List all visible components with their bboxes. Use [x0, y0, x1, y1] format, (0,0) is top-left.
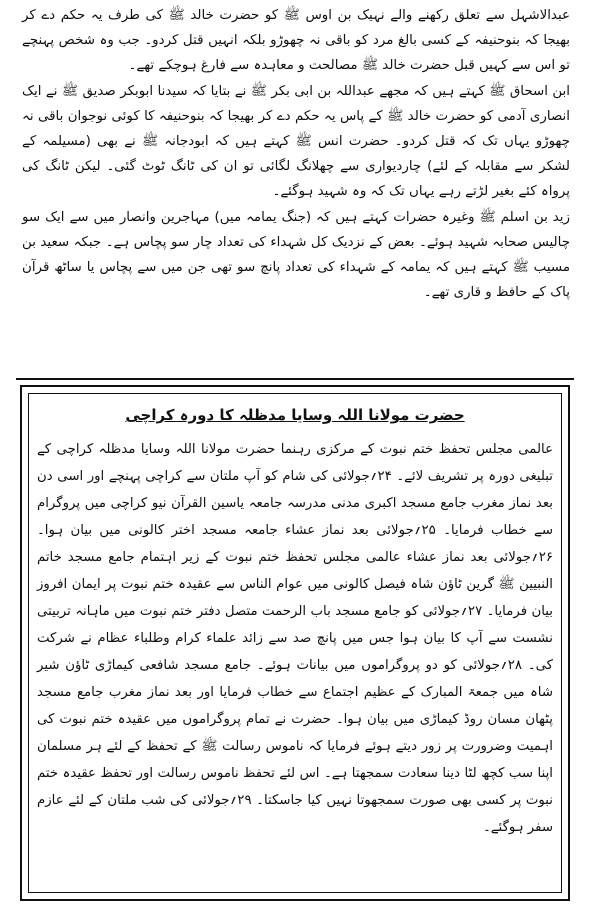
- article-text: [22, 3, 570, 306]
- news-box: [20, 385, 570, 901]
- paragraph: ابن اسحاق ﷺ کہتے ہیں کہ مجھے عبداللہ بن ابی بکر ﷺ نے بتایا کہ سیدنا ابوبکر صدیق ﷺ نے ایک انصاری آدمی کو حضرت خالد ﷺ کے پاس یہ حکم دے کر بھیجا کہ بنوحنیفہ کا کوئی نوجوان باقی نہ چھوڑو یہاں تک کہ قتل کردو۔ حضرت انس ﷺ کہتے ہیں کہ ابودجانہ ﷺ نے بھی (مسیلمہ کے لشکر سے مقابلہ کے لئے) چاردیواری سے چھلانگ لگائی تو ان کی ٹانگ ٹوٹ گئی۔ لیکن ٹانگ کی پرواہ کئے بغیر لڑتے رہے یہاں تک کہ وہ شہید ہوگئے۔: [22, 84, 570, 199]
- paragraph: زید بن اسلم ﷺ وغیرہ حضرات کہتے ہیں کہ (جنگ یمامہ میں) مہاجرین وانصار میں سے ایک سو چالیس صحابہ شہید ہوئے۔ بعض کے نزدیک کل شہداء کی تعداد چار سو پچاس ہے۔ جبکہ سعید بن مسیب ﷺ کہتے ہیں کہ یمامہ کے شہداء کی تعداد پانچ سو تھی جن میں سے پچاس یا ساٹھ قرآن پاک کے حافظ و قاری تھے۔: [22, 210, 570, 300]
- news-title: حضرت مولانا اللہ وسایا مدظلہ کا دورہ کراچی: [125, 406, 465, 424]
- section-divider: [16, 378, 574, 380]
- news-box-inner-frame: [28, 393, 562, 893]
- news-body: عالمی مجلس تحفظ ختم نبوت کے مرکزی رہنما حضرت مولانا اللہ وسایا مدظلہ کراچی کے تبلیغی دورہ پر تشریف لائے۔ ۲۴؍جولائی کی شام کو آپ ملتان سے کراچی پہنچے اور اسی دن بعد نماز مغرب جامع مسجد اکبری مدنی مدرسہ جامعہ یاسین القرآن نیو کراچی میں پروگرام سے خطاب فرمایا۔ ۲۵؍جولائی بعد نماز عشاء جامعہ مسجد اختر کالونی میں بیان ہوا۔ ۲۶؍جولائی بعد نماز عشاء عالمی مجلس تحفظ ختم نبوت کے زیر اہتمام جامع مسجد خاتم النبیین ﷺ گرین ٹاؤن شاہ فیصل کالونی میں عوام الناس سے عقیدہ ختم نبوت پر ایمان افروز بیان فرمایا۔ ۲۷؍جولائی کو جامع مسجد باب الرحمت متصل دفتر ختم نبوت میں ماہانہ تربیتی نشست سے آپ کا بیان ہوا جس میں پانچ صد سے زائد علماء کرام وطلباء عظام نے شرکت کی۔ ۲۸؍جولائی کو دو پروگراموں میں بیانات ہوئے۔ جامع مسجد شافعی کیماڑی ٹاؤن شیر شاہ میں جمعۃ المبارک کے عظیم اجتماع سے خطاب فرمایا اور بعد نماز مغرب جامع مسجد پٹھان مسان روڈ کیماڑی میں بیان ہوا۔ حضرت نے تمام پروگراموں میں عقیدہ ختم نبوت کی اہمیت وضرورت پر زور دیتے ہوئے فرمایا کہ ناموس رسالت ﷺ کے تحفظ کے لئے ہر مسلمان اپنا سب کچھ لٹا دینا سعادت سمجھتا ہے۔ اس لئے تحفظ ناموس رسالت اور تحفظ عقیدہ ختم نبوت پر کسی بھی صورت سمجھوتا نہیں کیا جاسکتا۔ ۲۹؍جولائی کی شب ملتان کے لئے عازم سفر ہوگئے۔: [37, 442, 554, 835]
- paragraph: عبدالاشہل سے تعلق رکھنے والے نہیک بن اوس ﷺ کو حضرت خالد ﷺ کی طرف یہ حکم دے کر بھیجا کہ بنوحنیفہ کے کسی بالغ مرد کو باقی نہ چھوڑو بلکہ انہیں قتل کردو۔ جب وہ شخص پہنچے تو اس سے کہیں قبل حضرت خالد ﷺ مصالحت و معاہدہ سے فارغ ہوچکے تھے۔: [22, 8, 570, 73]
